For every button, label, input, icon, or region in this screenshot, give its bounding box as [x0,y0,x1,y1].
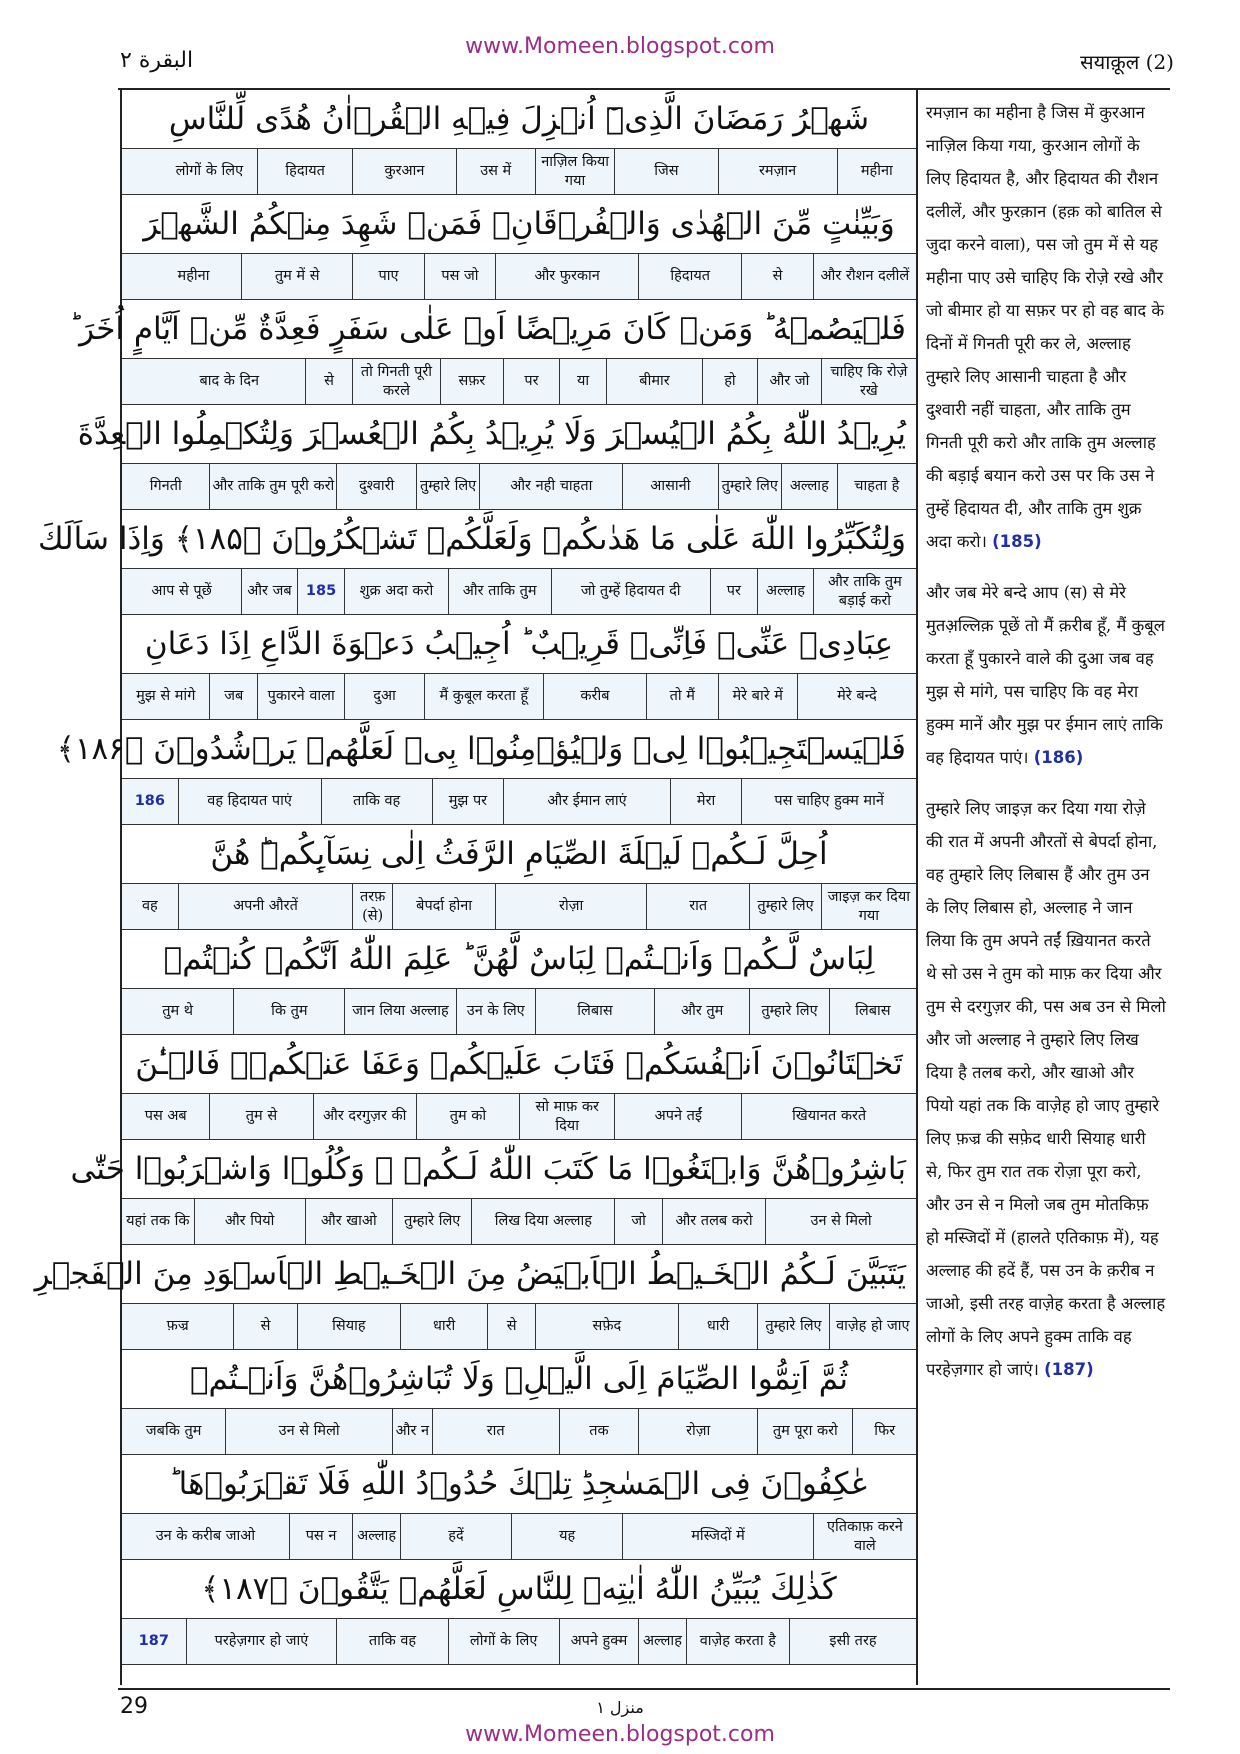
word-meaning-row [122,778,916,825]
word-meaning-cell: रोज़ा [495,884,646,929]
word-meaning-cell: मुझ पर [432,779,503,824]
word-meaning-row [122,1618,916,1665]
word-meaning-cell: जब [209,674,257,719]
word-meaning-cell: बीमार [606,359,701,404]
arabic-line: بَاشِرُوۡهُنَّ وَابۡتَغُوۡا مَا كَتَبَ اللّٰهُ لَـكُمۡ‌ ۚ وَكُلُوۡا وَاشۡرَبُوۡا حَتّٰى [70,1151,906,1187]
word-meaning-cell: फ़ज्र [166,1318,189,1334]
word-meaning-row [122,1513,916,1560]
verse-number: 187 [138,1633,169,1649]
arabic-line: وَبَيِّنٰتٍ مِّنَ الۡهُدٰى وَالۡفُرۡقَانِ‌ۚ فَمَنۡ شَهِدَ مِنۡكُمُ الشَّهۡرَ [143,206,895,242]
word-meaning-cell: महीना [177,268,210,284]
word-meaning-cell: और नही चाहता [479,464,622,509]
arabic-line: اُحِلَّ لَـكُمۡ لَيۡلَةَ الصِّيَامِ الرَّفَثُ اِلٰى نِسَآٮِٕكُمۡ‌ؕ هُنَّ [210,836,828,872]
word-meaning-cell: से [233,1304,297,1349]
word-meaning-row [122,568,916,615]
word-meaning-cell: और रौशन दलीलें [813,254,916,299]
word-meaning-cell: अल्लाह [781,464,837,509]
word-meaning-cell: तक [559,1409,638,1454]
word-meaning-cell: शुक्र अदा करो [344,569,447,614]
bottom-url[interactable]: www.Momeen.blogspot.com [465,1722,775,1747]
word-meaning-cell: उन से मिलो [765,1199,916,1244]
word-meaning-cell: उन के करीब जाओ [155,1528,256,1544]
word-meaning-cell: कुरआन [352,149,455,194]
word-meaning-cell: मैं कुबूल करता हूँ [424,674,543,719]
word-meaning-cell: रमज़ान [718,149,837,194]
word-meaning-cell: अल्लाह [638,1619,686,1664]
verse-block [122,1560,916,1665]
word-meaning-cell: पर [503,359,559,404]
word-meaning-cell: यह [511,1514,622,1559]
word-meaning-row [122,358,916,405]
word-meaning-cell: तुम्हारे लिए [392,1199,471,1244]
word-meaning-cell: हिदायत [638,254,741,299]
verse-block [56,720,916,825]
word-meaning-cell: और ताकि तुम [448,569,551,614]
word-meaning-cell: लिबास [829,989,916,1034]
word-meaning-cell: पुकारने वाला [257,674,344,719]
word-meaning-cell: धारी [678,1304,757,1349]
word-meaning-row [122,988,916,1035]
verse-block [122,1455,916,1560]
word-meaning-cell: तो मैं [646,674,717,719]
word-meaning-cell: महीना [837,149,916,194]
word-meaning-cell: लोगों के लिए [175,163,244,179]
translation-paragraph [926,576,1166,774]
word-meaning-row [122,1198,916,1245]
word-meaning-cell: जबकि तुम [145,1423,202,1439]
word-meaning-cell: हदें [400,1514,511,1559]
word-meaning-cell: बाद के दिन [199,373,260,389]
word-meaning-cell: दुश्वारी [336,464,415,509]
word-meaning-cell: पर [710,569,758,614]
word-meaning-cell: रात [432,1409,559,1454]
verse-block [38,510,916,615]
verse-number: (186) [1033,748,1084,767]
word-meaning-cell: दुआ [344,674,423,719]
word-meaning-cell: और दरगुज़र की [313,1094,416,1139]
word-meaning-cell: तुम से [209,1094,312,1139]
arabic-line: يَتَبَيَّنَ لَـكُمُ الۡخَـيۡطُ الۡاَبۡيَضُ مِنَ الۡخَـيۡطِ الۡاَسۡوَدِ مِنَ الۡفَجۡرِ‌ [34,1256,906,1292]
word-meaning-cell: आप से पूछें [151,583,212,599]
word-meaning-cell: अपनी औरतें [178,884,353,929]
word-meaning-cell: तुम थे [162,1003,194,1019]
word-meaning-cell: जान लिया अल्लाह [344,989,455,1034]
word-meaning-cell: मुझ से मांगे [136,688,196,704]
surah-name: البقرة ٢ [120,48,194,73]
word-meaning-row [122,148,916,195]
translation-text: और जब मेरे बन्दे आप (स) से मेरे मुतअ़ल्लिक़ पूछें तो मैं क़रीब हूँ, मैं कुबूल करता हूँ पुकारने वाले की दुआ जब वह मुझ से मांगे, पस चाहिए कि वह मेरा हुक्म मानें और मुझ पर ईमान लाएं ताकि वह हिदायत पाएं। [926,583,1165,767]
word-meaning-cell: तुम में से [241,254,352,299]
word-meaning-cell: से [741,254,812,299]
word-meaning-row [122,883,916,930]
verse-number: (185) [992,532,1042,551]
word-meaning-cell: जाइज़ कर दिया गया [821,884,916,929]
word-meaning-cell: मेरे बन्दे [797,674,916,719]
word-meaning-cell: उस में [456,149,535,194]
word-meaning-cell: पस जो [424,254,495,299]
word-meaning-cell: हो [702,359,758,404]
verse-block [122,930,916,1035]
word-meaning-cell: परहेज़गार हो जाएं [186,1619,337,1664]
word-meaning-cell: हिदायत [257,149,352,194]
word-meaning-cell: या [559,359,607,404]
word-meaning-cell: करीब [543,674,646,719]
arabic-line: كَذٰلِكَ يُبَيِّنُ اللّٰهُ اٰيٰتِهٖ لِلنَّاسِ لَعَلَّهُمۡ يَتَّقُوۡنَ ﴿۱۸۷﴾ [201,1571,837,1607]
arabic-line: عِبَادِىۡ عَنِّىۡ فَاِنِّىۡ قَرِيۡبٌ ‌ؕ اُجِيۡبُ دَعۡوَةَ الدَّاعِ اِذَا دَعَانِ [144,626,894,662]
word-meaning-cell: पाए [352,254,423,299]
word-meaning-cell: ताकि वह [321,779,432,824]
translation-text: तुम्हारे लिए जाइज़ कर दिया गया रोज़े की रात में अपनी औरतों से बेपर्दा होना, वह तुम्हारे लिए लिबास हैं और तुम उन के लिए लिबास हो, अल्लाह ने जान लिया कि तुम अपने तईं ख़ियानत करते थे सो उस ने तुम को माफ़ कर दिया और तुम से दरगुज़र की, पस अब उन से मिलो और जो अल्लाह ने तुम्हारे लिए लिख दिया है तलब करो, और खाओ और पियो यहां तक कि वाज़ेह हो जाए तुम्हारे लिए फ़ज्र की सफ़ेद धारी सियाह धारी से, फिर तुम रात तक रोज़ा पूरा करो, और उन से न मिलो जब तुम मोतकिफ़ हो मस्जिदों में (हालते एतिकाफ़ में), यह अल्लाह की हदें हैं, पस उन के क़रीब न जाओ, इसी तरह वाज़ेह करता है अल्लाह लोगों के लिए अपने हुक्म ताकि वह परहेज़गार हो जाएं। [926,799,1166,1379]
arabic-line: تَخۡتَانُوۡنَ اَنۡفُسَكُمۡ فَتَابَ عَلَيۡكُمۡ وَعَفَا عَنۡكُمۡ‌ۚ فَالۡـٰٔنَ [135,1046,903,1082]
word-meaning-cell: वाज़ेह हो जाए [829,1304,916,1349]
word-meaning-cell: रात [646,884,749,929]
translation-paragraph [926,792,1166,1386]
word-meaning-cell: वह हिदायत पाएं [178,779,321,824]
word-meaning-row [122,253,916,300]
verse-number: 185 [297,569,345,614]
word-meaning-cell: मेरे बारे में [718,674,797,719]
word-meaning-row [122,1303,916,1350]
word-meaning-cell: फिर [852,1409,916,1454]
word-meaning-cell: तुम्हारे लिए [749,884,820,929]
translation-text: रमज़ान का महीना है जिस में कुरआन नाज़िल किया गया, कुरआन लोगों के लिए हिदायत है, और हिदायत की रौशन दलीलें, और फुरक़ान (हक़ को बातिल से जुदा करने वाला), पस जो तुम में से यह महीना पाए उसे चाहिए कि रोज़े रखे और जो बीमार हो या सफ़र पर हो वह बाद के दिनों में गिनती पूरी कर ले, अल्लाह तुम्हारे लिए आसानी चाहता है और दुश्वारी नहीं चाहता, और ताकि तुम गिनती पूरी करो और ताकि तुम अल्लाह की बड़ाई बयान करो उस पर कि उस ने तुम्हें हिदायत दी, और ताकि तुम शुक्र अदा करो। [926,103,1165,551]
word-meaning-cell: अल्लाह [757,569,813,614]
verse-number: 186 [134,793,165,809]
word-meaning-cell: तुम को [416,1094,519,1139]
word-meaning-cell: से [487,1304,535,1349]
word-meaning-cell: चाहिए कि रोज़े रखे [821,359,916,404]
para-name: सयाक़ूल (2) [1080,50,1174,74]
word-meaning-cell: और ईमान लाएं [503,779,670,824]
verse-block [122,90,916,195]
word-meaning-row [122,673,916,720]
word-meaning-cell: सफ़ेद [535,1304,678,1349]
word-meaning-row [122,1093,916,1140]
word-meaning-cell: जो [614,1199,662,1244]
word-meaning-cell: पस न [289,1514,353,1559]
word-meaning-cell: तुम्हारे लिए [749,989,828,1034]
verse-block [77,405,916,510]
word-meaning-cell: तुम्हारे लिए [718,464,782,509]
word-meaning-cell: रोज़ा [638,1409,757,1454]
word-meaning-cell: से [305,359,353,404]
word-meaning-cell: एतिकाफ़ करने वाले [813,1514,916,1559]
word-meaning-cell: उन के लिए [456,989,535,1034]
manzil-label: منزل ١ [596,1698,644,1717]
verse-number: (187) [1044,1360,1094,1379]
word-meaning-cell: यहां तक कि [126,1213,190,1229]
word-meaning-cell: वाज़ेह करता है [686,1619,789,1664]
word-meaning-cell: और खाओ [305,1199,392,1244]
arabic-line: لِبَاسٌ لَّـكُمۡ وَاَنۡـتُمۡ لِبَاسٌ لَّهُنَّ ‌ؕ عَلِمَ اللّٰهُ اَنَّكُمۡ كُنۡتُمۡ [163,941,875,977]
word-meaning-cell: तुम पूरा करो [757,1409,852,1454]
word-meaning-cell: और ताकि तुम पूरी करो [209,464,336,509]
verse-block [122,195,916,300]
word-meaning-cell: धारी [400,1304,487,1349]
word-meaning-cell: तो गिनती पूरी करले [352,359,439,404]
word-meaning-cell: चाहता है [837,464,916,509]
word-meaning-cell: तुम्हारे लिए [416,464,480,509]
verse-block [69,300,916,405]
verse-table [34,90,918,1685]
word-meaning-cell: कि तुम [233,989,344,1034]
word-meaning-cell: सियाह [297,1304,400,1349]
word-meaning-cell: और फुरकान [495,254,638,299]
verse-block [122,825,916,930]
word-meaning-cell: पस चाहिए हुक्म मानें [741,779,916,824]
verse-block [34,1245,916,1350]
word-meaning-cell: अपने तईं [614,1094,741,1139]
arabic-line: يُرِيۡدُ اللّٰهُ بِكُمُ الۡيُسۡرَ وَلَا يُرِيۡدُ بِكُمُ الۡعُسۡرَ وَلِتُكۡمِلُوا الۡعِدَّةَ [77,416,906,452]
word-meaning-cell: मस्जिदों में [622,1514,813,1559]
word-meaning-cell: लिबास [535,989,654,1034]
word-meaning-row [122,1408,916,1455]
top-url[interactable]: www.Momeen.blogspot.com [465,34,775,59]
verse-block [122,1350,916,1455]
translation-column [926,96,1166,1386]
word-meaning-cell: लिख दिया अल्लाह [471,1199,614,1244]
word-meaning-cell: पस अब [144,1108,187,1124]
word-meaning-cell: और ताकि तुम बड़ाई करो [813,569,916,614]
verse-block [70,1140,916,1245]
word-meaning-cell: आसानी [622,464,717,509]
word-meaning-cell: सो माफ़ कर दिया [519,1094,614,1139]
word-meaning-cell: तुम्हारे लिए [757,1304,828,1349]
word-meaning-cell: वह [141,898,158,914]
word-meaning-cell: जो तुम्हें हिदायत दी [551,569,710,614]
word-meaning-cell: और तुम [654,989,749,1034]
word-meaning-cell: और जो [757,359,821,404]
word-meaning-row [122,463,916,510]
arabic-line: شَهۡرُ رَمَضَانَ الَّذِىۡٓ اُنۡزِلَ فِيۡهِ الۡقُرۡاٰنُ هُدًى لِّلنَّاسِ [168,101,870,137]
arabic-line: فَلۡيَسۡتَجِيۡبُوۡا لِىۡ وَلۡيُؤۡمِنُوۡا بِىۡ لَعَلَّهُمۡ يَرۡشُدُوۡنَ ﴿۱۸۶﴾ [56,731,906,767]
word-meaning-cell: मेरा [670,779,741,824]
word-meaning-cell: और तलब करो [662,1199,765,1244]
word-meaning-cell: और पियो [194,1199,305,1244]
verse-block [122,615,916,720]
verse-block [122,1035,916,1140]
arabic-line: عٰكِفُوۡنَ فِى الۡمَسٰجِدِ‌ؕ تِلۡكَ حُدُوۡدُ اللّٰهِ فَلَا تَقۡرَبُوۡهَا ‌ؕ [168,1466,870,1502]
page-number: 29 [120,1694,148,1719]
word-meaning-cell: ताकि वह [336,1619,447,1664]
arabic-line: وَلِتُكَبِّرُوا اللّٰهَ عَلٰى مَا هَدٰٮكُمۡ وَلَعَلَّكُمۡ تَشۡكُرُوۡنَ ﴿۱۸۵﴾ وَاِذَا سَاَلَكَ [38,521,906,557]
arabic-line: فَلۡيَصُمۡهُ‌ ؕ وَمَنۡ كَانَ مَرِيۡضًا اَوۡ عَلٰى سَفَرٍ فَعِدَّةٌ مِّنۡ اَيَّامٍ اُخَرَ‌ ؕ [69,311,906,347]
word-meaning-cell: और जब [241,569,297,614]
word-meaning-cell: सफ़र [440,359,504,404]
word-meaning-cell: खियानत करते [741,1094,916,1139]
word-meaning-cell: अल्लाह [352,1514,400,1559]
word-meaning-cell: जिस [614,149,717,194]
word-meaning-cell: लोगों के लिए [448,1619,559,1664]
word-meaning-cell: इसी तरह [789,1619,916,1664]
word-meaning-cell: गिनती [149,478,182,494]
word-meaning-cell: अपने हुक्म [559,1619,638,1664]
word-meaning-cell: और न [392,1409,432,1454]
arabic-line: ثُمَّ اَتِمُّوا الصِّيَامَ اِلَى الَّيۡلِ‌ۚ وَلَا تُبَاشِرُوۡهُنَّ وَاَنۡـتُمۡ [189,1361,849,1397]
word-meaning-cell: तरफ़ (से) [352,884,392,929]
translation-paragraph [926,96,1166,558]
word-meaning-cell: उन से मिलो [225,1409,392,1454]
word-meaning-cell: बेपर्दा होना [392,884,495,929]
word-meaning-cell: नाज़िल किया गया [535,149,614,194]
